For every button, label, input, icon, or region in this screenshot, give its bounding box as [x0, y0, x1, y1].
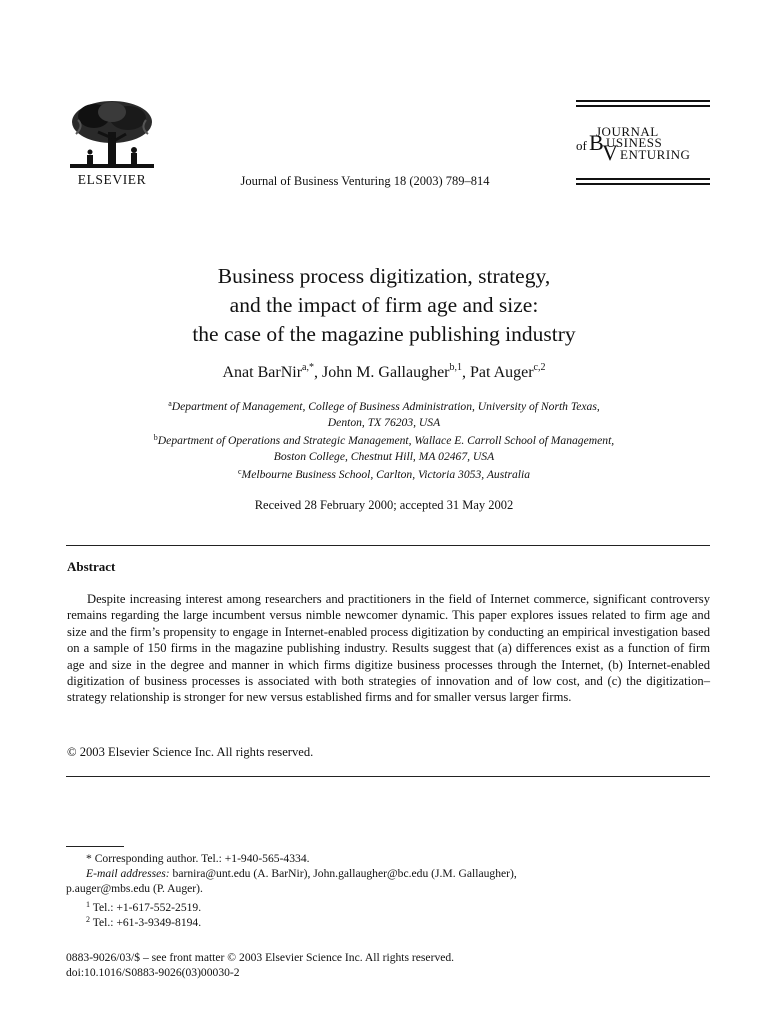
- affiliation-line: Boston College, Chestnut Hill, MA 02467, USA: [273, 449, 495, 463]
- author-list: [100, 362, 668, 382]
- affiliation-marker: b: [153, 433, 158, 442]
- affiliation-list: [80, 396, 688, 483]
- journal-logo-v: V: [602, 140, 618, 165]
- affiliation-text: Department of Operations and Strategic Management, Wallace E. Carroll School of Management,: [157, 434, 615, 447]
- title-line: the case of the magazine publishing industry: [192, 322, 576, 346]
- author-separator: ,: [313, 364, 322, 381]
- journal-logo-bar-top: [576, 100, 710, 102]
- affiliation-marker: c: [237, 467, 242, 476]
- footnote-rule: [66, 846, 124, 847]
- affiliation-text: Department of Management, College of Business Administration, University of North Texas,: [171, 400, 600, 413]
- email-label: E-mail addresses:: [86, 867, 170, 880]
- journal-logo-bar-bottom-2: [576, 183, 710, 185]
- journal-citation: Journal of Business Venturing 18 (2003) 789–814: [240, 174, 490, 188]
- author-affiliation-marker: b,1: [449, 362, 462, 373]
- affiliation-marker: a: [168, 399, 172, 408]
- abstract-heading: Abstract: [67, 559, 116, 574]
- author-affiliation-marker: c,2: [533, 362, 546, 373]
- issn-doi-block: [66, 950, 454, 981]
- author-separator: ,: [462, 364, 470, 381]
- journal-logo-bar-bottom: [576, 178, 710, 180]
- journal-logo: [576, 100, 710, 190]
- affiliation-line: Denton, TX 76203, USA: [327, 415, 441, 429]
- article-title: [100, 262, 668, 349]
- affiliation-line: [80, 430, 688, 449]
- abstract-top-rule: [66, 545, 710, 546]
- issn-line: 0883-9026/03/$ – see front matter © 2003 Elsevier Science Inc. All rights reserved.: [66, 951, 455, 964]
- email-addresses-note: [86, 866, 517, 881]
- abstract-bottom-rule: [66, 776, 710, 777]
- footnote-2: [86, 912, 201, 930]
- author-name: John M. Gallaugher: [321, 364, 450, 381]
- journal-logo-bar-top-2: [576, 105, 710, 107]
- author-name: Anat BarNir: [222, 364, 303, 381]
- journal-logo-usiness: USINESS: [606, 135, 663, 150]
- title-line: and the impact of firm age and size:: [229, 293, 539, 317]
- title-line: Business process digitization, strategy,: [217, 264, 551, 288]
- abstract-text: Despite increasing interest among researchers and practitioners in the field of Internet commerce, significant controversy remains regarding the large incumbent versus nimble newcomer dynamic. This paper explores issues related to firm age and size and the firm’s propensity to engage in Internet-enabled process digitization by conducting an empirical investigation based on a sample of 150 firms in the magazine publishing industry. Results suggest that (a) differences exist as a function of firm age and size in the degree and manner in which firms digitize business processes through the Internet, (b) Internet-enabled digitization of business processes is associated with both strategies of innovation and of low cost, and (c) the digitization–strategy relationship is stronger for new versus established firms and for smaller versus larger firms.: [67, 592, 710, 705]
- affiliation-text: Melbourne Business School, Carlton, Victoria 3053, Australia: [241, 468, 530, 481]
- corresponding-author-note: * Corresponding author. Tel.: +1-940-565-4334.: [86, 852, 310, 865]
- received-dates: Received 28 February 2000; accepted 31 May 2002: [254, 498, 514, 512]
- author-affiliation-marker: a,*: [302, 362, 314, 373]
- affiliation-line: [80, 464, 688, 483]
- journal-logo-of: of: [576, 138, 587, 153]
- author-name: Pat Auger: [470, 364, 534, 381]
- journal-logo-enturing: ENTURING: [620, 147, 691, 162]
- footnote-marker: 2: [86, 915, 90, 924]
- journal-logo-journal: JOURNAL: [596, 124, 659, 139]
- tree-icon: [64, 98, 160, 172]
- affiliation-line: [80, 396, 688, 415]
- footnote-text: Tel.: +61-3-9349-8194.: [90, 916, 202, 929]
- footnote-text: Tel.: +1-617-552-2519.: [90, 901, 202, 914]
- email-addresses-continued: p.auger@mbs.edu (P. Auger).: [66, 882, 203, 895]
- doi-line: doi:10.1016/S0883-9026(03)00030-2: [66, 966, 240, 980]
- abstract-copyright: © 2003 Elsevier Science Inc. All rights reserved.: [67, 745, 314, 759]
- publisher-name: ELSEVIER: [77, 172, 147, 187]
- email-addresses: barnira@unt.edu (A. BarNir), John.gallaugher@bc.edu (J.M. Gallaugher),: [169, 867, 517, 880]
- journal-logo-b: B: [589, 130, 604, 155]
- footnote-marker: 1: [86, 900, 90, 909]
